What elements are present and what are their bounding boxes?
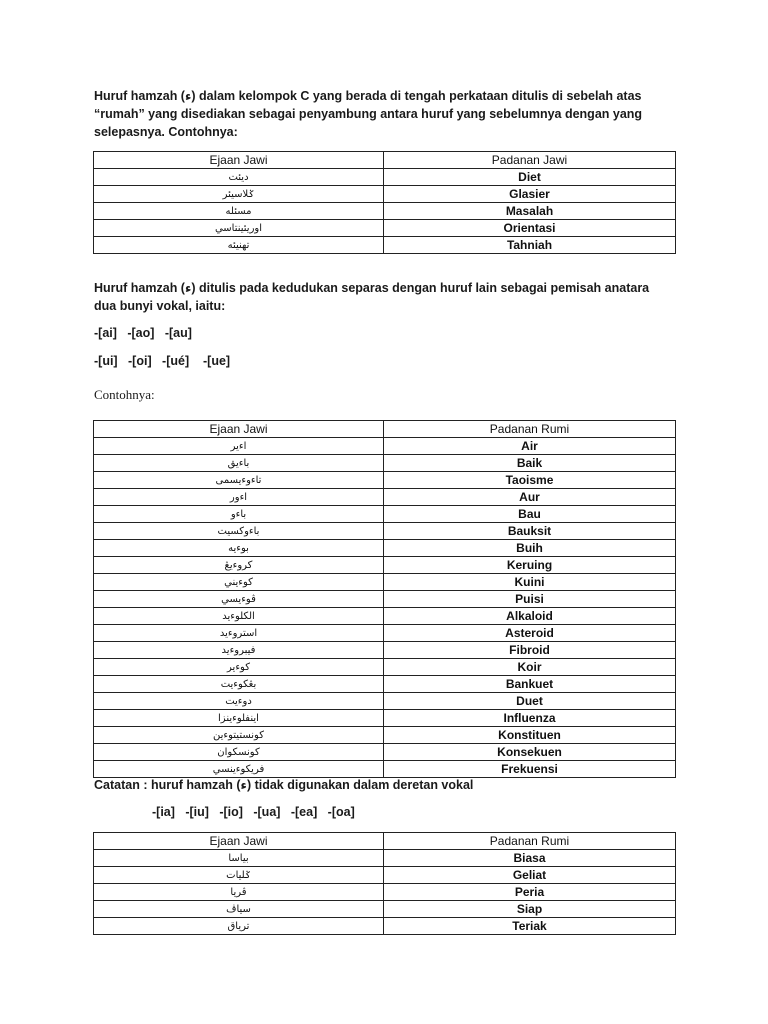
rumi-cell: Masalah	[384, 203, 676, 220]
vowel-list-line-1: -[ai] -[ao] -[au]	[94, 326, 192, 340]
table-row	[94, 642, 676, 659]
table-row	[94, 438, 676, 455]
jawi-cell: باءيق	[94, 455, 384, 472]
table-row	[94, 884, 676, 901]
table-row	[94, 608, 676, 625]
rumi-cell: Konstituen	[384, 727, 676, 744]
rumi-cell: Konsekuen	[384, 744, 676, 761]
table-row	[94, 472, 676, 489]
table-padanan-jawi	[93, 151, 676, 254]
rumi-cell: Bauksit	[384, 523, 676, 540]
jawi-cell: بڠكوءيت	[94, 676, 384, 693]
table-row	[94, 523, 676, 540]
jawi-cell: باءو	[94, 506, 384, 523]
rumi-cell: Kuini	[384, 574, 676, 591]
table-row	[94, 237, 676, 254]
table-row	[94, 710, 676, 727]
jawi-cell: بوءيه	[94, 540, 384, 557]
rumi-cell: Peria	[384, 884, 676, 901]
table-row	[94, 169, 676, 186]
header-ejaan-jawi: Ejaan Jawi	[94, 421, 384, 438]
rumi-cell: Frekuensi	[384, 761, 676, 778]
jawi-cell: ݢليات	[94, 867, 384, 884]
jawi-cell: ڤوءيسي	[94, 591, 384, 608]
table-padanan-rumi-hamzah	[93, 420, 676, 778]
jawi-cell: ڤريا	[94, 884, 384, 901]
vowel-list-line-2: -[ui] -[oi] -[ué] -[ue]	[94, 354, 231, 368]
table-row	[94, 540, 676, 557]
table-row	[94, 850, 676, 867]
table-row	[94, 203, 676, 220]
rumi-cell: Glasier	[384, 186, 676, 203]
jawi-cell: اءور	[94, 489, 384, 506]
jawi-cell: ديئت	[94, 169, 384, 186]
rumi-cell: Geliat	[384, 867, 676, 884]
table-row	[94, 625, 676, 642]
table-row	[94, 918, 676, 935]
table-row	[94, 761, 676, 778]
table-row	[94, 744, 676, 761]
rumi-cell: Duet	[384, 693, 676, 710]
rumi-cell: Baik	[384, 455, 676, 472]
rumi-cell: Koir	[384, 659, 676, 676]
jawi-cell: ݢلاسيئر	[94, 186, 384, 203]
jawi-cell: الكلوءيد	[94, 608, 384, 625]
header-ejaan-jawi: Ejaan Jawi	[94, 152, 384, 169]
table-row	[94, 506, 676, 523]
header-padanan-rumi: Padanan Rumi	[384, 421, 676, 438]
rumi-cell: Air	[384, 438, 676, 455]
jawi-cell: مسئله	[94, 203, 384, 220]
rumi-cell: Biasa	[384, 850, 676, 867]
table-row	[94, 676, 676, 693]
rumi-cell: Fibroid	[384, 642, 676, 659]
rumi-cell: Bau	[384, 506, 676, 523]
jawi-cell: كوءيني	[94, 574, 384, 591]
rumi-cell: Aur	[384, 489, 676, 506]
table-tanpa-hamzah	[93, 832, 676, 935]
jawi-cell: اوريئينتاسي	[94, 220, 384, 237]
rumi-cell: Taoisme	[384, 472, 676, 489]
jawi-cell: كوءير	[94, 659, 384, 676]
jawi-cell: باءوكسيت	[94, 523, 384, 540]
rumi-cell: Tahniah	[384, 237, 676, 254]
rumi-cell: Buih	[384, 540, 676, 557]
jawi-cell: اءير	[94, 438, 384, 455]
rumi-cell: Influenza	[384, 710, 676, 727]
table-row	[94, 693, 676, 710]
vowel-series-line: -[ia] -[iu] -[io] -[ua] -[ea] -[oa]	[152, 805, 355, 819]
table-row	[94, 867, 676, 884]
table-row	[94, 186, 676, 203]
jawi-cell: استروءيد	[94, 625, 384, 642]
jawi-cell: كونستيتوءين	[94, 727, 384, 744]
jawi-cell: فيبروءيد	[94, 642, 384, 659]
jawi-cell: سياڤ	[94, 901, 384, 918]
rumi-cell: Orientasi	[384, 220, 676, 237]
rumi-cell: Teriak	[384, 918, 676, 935]
table-row	[94, 901, 676, 918]
jawi-cell: فريكوءينسي	[94, 761, 384, 778]
rumi-cell: Bankuet	[384, 676, 676, 693]
rumi-cell: Asteroid	[384, 625, 676, 642]
rumi-cell: Puisi	[384, 591, 676, 608]
jawi-cell: اينفلوءينزا	[94, 710, 384, 727]
jawi-cell: بياسا	[94, 850, 384, 867]
table-header-row	[94, 421, 676, 438]
table-row	[94, 659, 676, 676]
table-row	[94, 489, 676, 506]
table-row	[94, 557, 676, 574]
table-row	[94, 727, 676, 744]
jawi-cell: تهنيئه	[94, 237, 384, 254]
jawi-cell: دوءيت	[94, 693, 384, 710]
header-padanan-rumi: Padanan Rumi	[384, 833, 676, 850]
table-header-row	[94, 833, 676, 850]
rumi-cell: Siap	[384, 901, 676, 918]
jawi-cell: ترياق	[94, 918, 384, 935]
jawi-cell: تاءوءيسمى	[94, 472, 384, 489]
jawi-cell: كونسكوان	[94, 744, 384, 761]
table-row	[94, 220, 676, 237]
rumi-cell: Keruing	[384, 557, 676, 574]
jawi-cell: كروءيڠ	[94, 557, 384, 574]
catatan-note: Catatan : huruf hamzah (ء) tidak digunakan dalam deretan vokal	[94, 778, 474, 792]
paragraph-hamzah-separas: Huruf hamzah (ء) ditulis pada kedudukan separas dengan huruf lain sebagai pemisah anatara dua bunyi vokal, iaitu:	[94, 281, 650, 313]
rumi-cell: Alkaloid	[384, 608, 676, 625]
table-row	[94, 591, 676, 608]
header-padanan-jawi: Padanan Jawi	[384, 152, 676, 169]
header-ejaan-jawi: Ejaan Jawi	[94, 833, 384, 850]
table-header-row	[94, 152, 676, 169]
intro-paragraph-hamzah-kelompok-c: Huruf hamzah (ء) dalam kelompok C yang berada di tengah perkataan ditulis di sebelah atas “rumah” yang disediakan sebagai penyambung antara huruf yang sebelumnya dengan yang selepasnya. Contohnya:	[94, 89, 643, 139]
table-row	[94, 574, 676, 591]
rumi-cell: Diet	[384, 169, 676, 186]
table-row	[94, 455, 676, 472]
contohnya-label: Contohnya:	[94, 387, 155, 402]
